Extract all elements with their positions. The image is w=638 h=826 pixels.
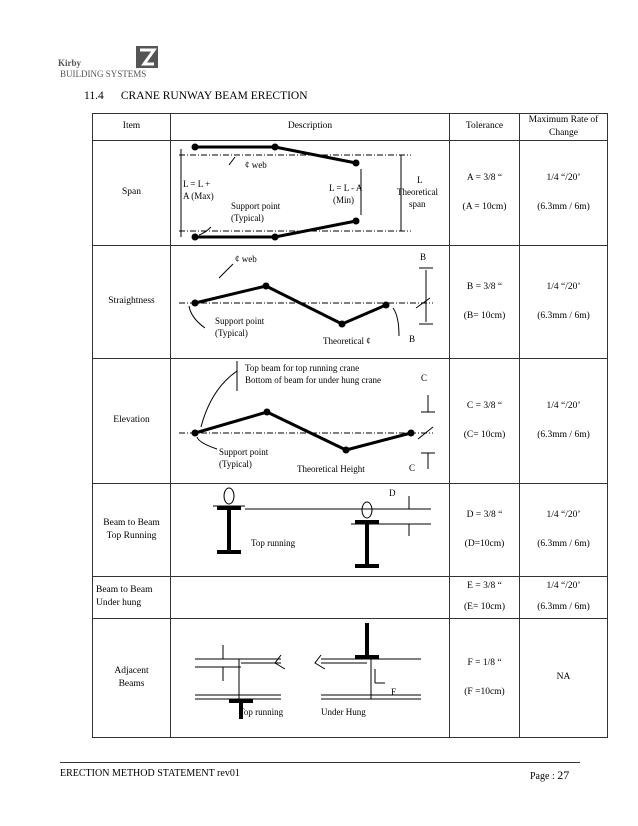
diagram-label: ¢ web xyxy=(235,253,257,264)
diagram-label: Under Hung xyxy=(321,706,366,717)
span-diagram xyxy=(171,141,449,245)
diagram-label: L = L - A xyxy=(329,182,363,193)
diagram-label: Support point xyxy=(231,200,281,211)
crane-tolerance-table xyxy=(92,113,608,738)
table-row-elevation xyxy=(93,358,608,483)
tolerance-beam-under-hung: E = 3/8 “ (E= 10cm) xyxy=(450,576,520,618)
adjacent-beams-diagram xyxy=(171,619,449,737)
rate-adjacent-beams: NA xyxy=(520,618,608,737)
beam-top-running-diagram xyxy=(171,484,449,576)
diagram-label: Bottom of beam for under hung crane xyxy=(245,374,381,385)
item-elevation: Elevation xyxy=(93,358,171,483)
item-beam-under-hung: Beam to Beam Under hung xyxy=(93,576,171,618)
support-point-dot xyxy=(272,143,279,150)
item-span: Span xyxy=(93,140,171,245)
tolerance-elevation: C = 3/8 “ (C= 10cm) xyxy=(450,358,520,483)
diagram-label: B xyxy=(409,333,416,344)
tolerance-beam-top-running: D = 3/8 “ (D=10cm) xyxy=(450,483,520,576)
footer-page xyxy=(530,768,569,783)
tolerance-span: A = 3/8 “ (A = 10cm) xyxy=(450,140,520,245)
adjacent-beams-diagram-cell xyxy=(171,618,450,737)
diagram-label: BUILDING SYSTEMS xyxy=(60,69,147,79)
diagram-label: Top beam for top running crane xyxy=(245,362,360,373)
support-point-dot xyxy=(192,233,199,240)
section-number: 11.4 xyxy=(84,90,104,102)
diagram-label: Kirby xyxy=(58,58,82,68)
diagram-label: Theoretical ¢ xyxy=(323,335,371,346)
header-tolerance: Tolerance xyxy=(450,114,520,141)
item-beam-top-running: Beam to Beam Top Running xyxy=(93,483,171,576)
header-item: Item xyxy=(93,114,171,141)
support-point-dot xyxy=(353,159,360,166)
rate-elevation: 1/4 “/20’ (6.3mm / 6m) xyxy=(520,358,608,483)
diagram-label: F xyxy=(391,686,397,697)
diagram-label: Theoretical Height xyxy=(297,463,365,474)
support-point-dot xyxy=(339,320,346,327)
rate-span: 1/4 “/20’ (6.3mm / 6m) xyxy=(520,140,608,245)
header-max-rate: Maximum Rate of Change xyxy=(520,114,608,141)
diagram-label: Top running xyxy=(239,706,284,717)
page-number: 27 xyxy=(557,768,570,782)
diagram-label: A (Max) xyxy=(183,190,214,201)
straightness-diagram xyxy=(171,246,449,358)
table-row-straightness xyxy=(93,245,608,358)
support-point-dot xyxy=(383,301,390,308)
footer-document-title: ERECTION METHOD STATEMENT rev01 xyxy=(60,768,240,779)
footer-divider xyxy=(60,762,580,763)
diagram-label: (Typical) xyxy=(231,212,264,223)
diagram-label: C xyxy=(409,462,416,473)
table-row-beam-under-hung xyxy=(93,576,608,618)
section-heading: CRANE RUNWAY BEAM ERECTION xyxy=(120,90,308,102)
support-point-dot xyxy=(408,429,415,436)
item-straightness: Straightness xyxy=(93,245,171,358)
span-diagram-cell xyxy=(171,140,450,245)
diagram-label: Support point xyxy=(219,446,269,457)
diagram-label: L = L + xyxy=(183,178,211,189)
table-row-span xyxy=(93,140,608,245)
beam-top-running-diagram-cell xyxy=(171,483,450,576)
support-point-dot xyxy=(264,408,271,415)
diagram-label: D xyxy=(389,487,396,498)
table-row-adjacent-beams xyxy=(93,618,608,737)
header-description: Description xyxy=(171,114,450,141)
diagram-label: L xyxy=(417,174,423,185)
rate-beam-under-hung: 1/4 “/20’ (6.3mm / 6m) xyxy=(520,576,608,618)
diagram-label: B xyxy=(420,251,427,262)
diagram-label: span xyxy=(409,198,426,209)
kirby-logo xyxy=(58,40,162,80)
support-point-dot xyxy=(192,143,199,150)
table-row-beam-top-running xyxy=(93,483,608,576)
elevation-diagram-cell xyxy=(171,358,450,483)
section-title xyxy=(84,90,308,102)
diagram-label: (Typical) xyxy=(215,327,248,338)
elevation-diagram xyxy=(171,359,449,483)
tolerance-adjacent-beams: F = 1/8 “ (F =10cm) xyxy=(450,618,520,737)
rate-beam-top-running: 1/4 “/20’ (6.3mm / 6m) xyxy=(520,483,608,576)
support-point-dot xyxy=(353,217,360,224)
diagram-label: C xyxy=(421,372,428,383)
straightness-diagram-cell xyxy=(171,245,450,358)
support-point-dot xyxy=(343,446,350,453)
diagram-label: Theoretical xyxy=(397,186,438,197)
diagram-label: (Typical) xyxy=(219,458,252,469)
table-header-row xyxy=(93,114,608,141)
item-adjacent-beams: Adjacent Beams xyxy=(93,618,171,737)
support-point-dot xyxy=(192,429,199,436)
page-label: Page : xyxy=(530,771,555,782)
diagram-label: Top running xyxy=(251,537,296,548)
support-point-dot xyxy=(272,233,279,240)
tolerance-straightness: B = 3/8 “ (B= 10cm) xyxy=(450,245,520,358)
rate-straightness: 1/4 “/20’ (6.3mm / 6m) xyxy=(520,245,608,358)
beam-under-hung-description xyxy=(171,576,450,618)
diagram-label: Support point xyxy=(215,315,265,326)
diagram-label: (Min) xyxy=(333,194,354,205)
diagram-label: ¢ web xyxy=(245,159,267,170)
support-point-dot xyxy=(192,299,199,306)
support-point-dot xyxy=(263,282,270,289)
